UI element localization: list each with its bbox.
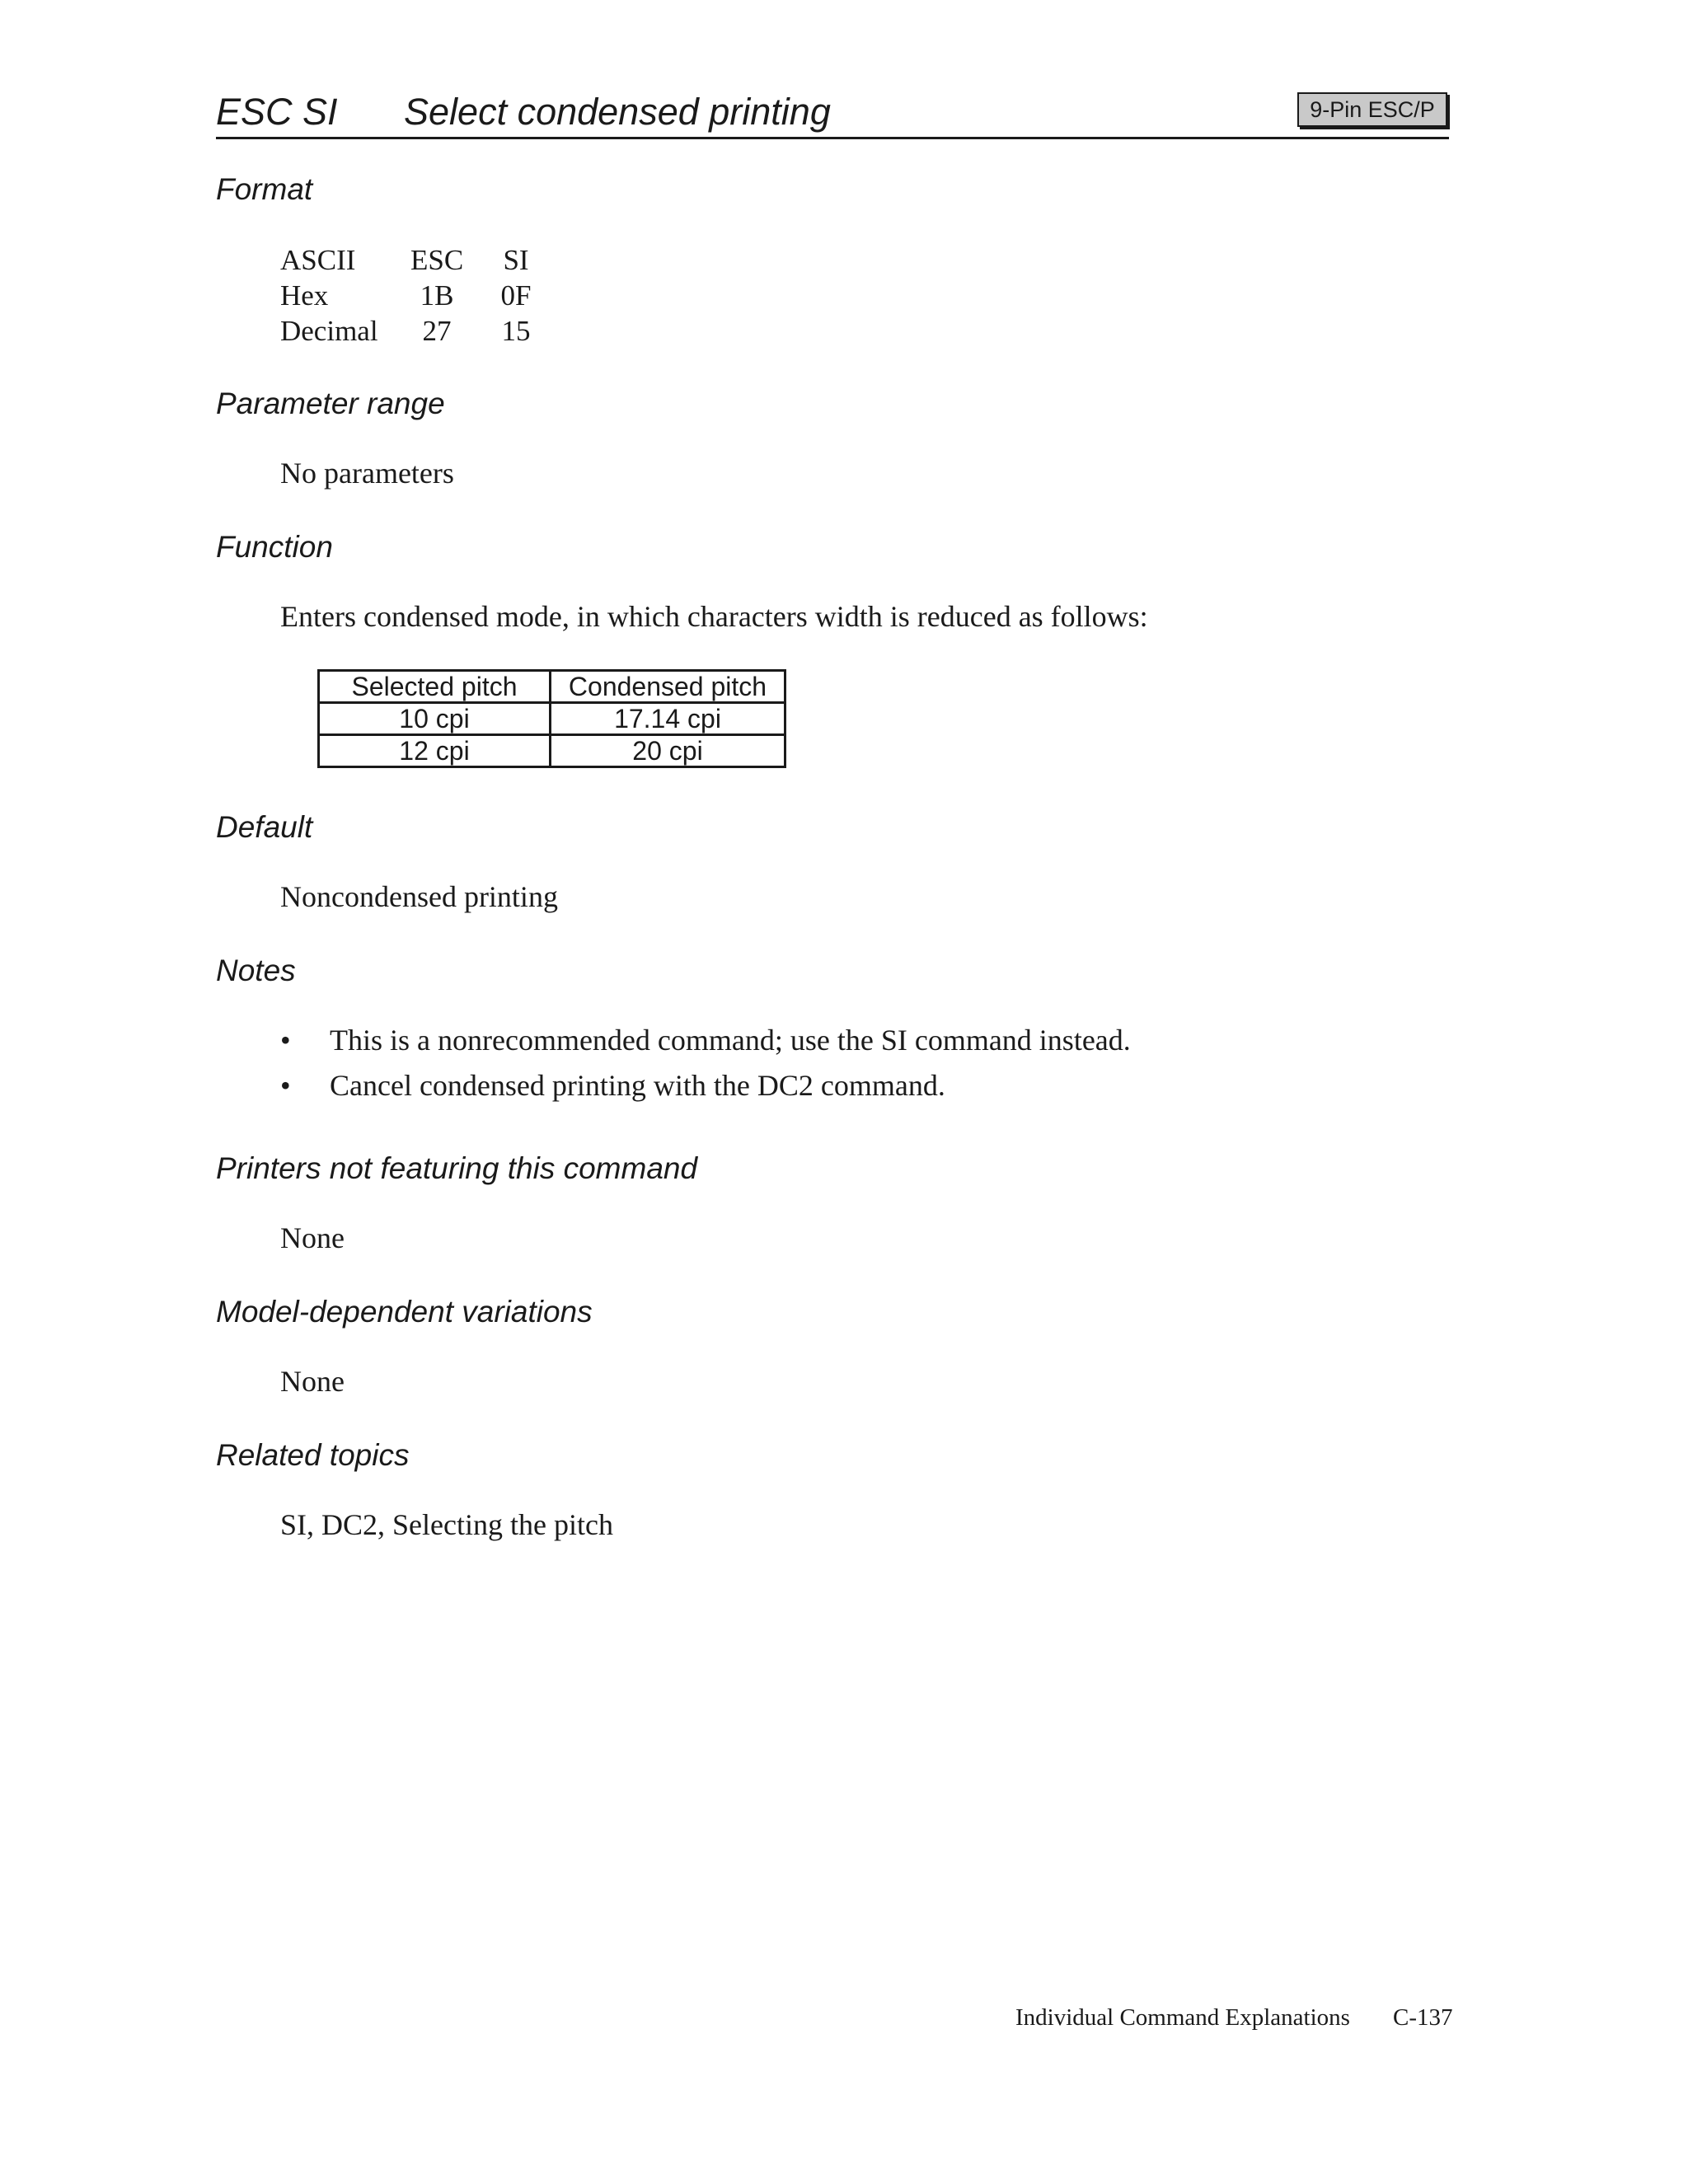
format-value: 0F (500, 279, 532, 312)
model-dependent-text: None (280, 1365, 345, 1398)
table-header-cell: Selected pitch (319, 671, 551, 703)
model-dependent-heading: Model-dependent variations (216, 1295, 593, 1329)
format-heading: Format (216, 172, 313, 206)
footer-section-title: Individual Command Explanations (1015, 2004, 1350, 2031)
function-text: Enters condensed mode, in which characters width is reduced as follows: (280, 600, 1148, 633)
format-label: ASCII (280, 244, 356, 276)
table-row (319, 735, 785, 767)
page-number: C-137 (1393, 2004, 1453, 2031)
table-cell: 12 cpi (319, 735, 551, 767)
parameter-range-text: No parameters (280, 457, 454, 490)
format-value: 15 (501, 315, 531, 347)
format-label: Decimal (280, 315, 378, 347)
table-header-cell: Condensed pitch (551, 671, 785, 703)
note-text: Cancel condensed printing with the DC2 command. (330, 1069, 945, 1102)
table-cell: 10 cpi (319, 703, 551, 735)
default-heading: Default (216, 810, 313, 844)
format-value: SI (503, 244, 529, 276)
page-header (216, 86, 1449, 139)
table-cell: 17.14 cpi (551, 703, 785, 735)
page-title: Select condensed printing (404, 91, 831, 133)
table-cell: 20 cpi (551, 735, 785, 767)
format-value: 27 (422, 315, 452, 347)
printer-type-badge: 9-Pin ESC/P (1297, 92, 1447, 127)
table-row (319, 703, 785, 735)
related-topics-text: SI, DC2, Selecting the pitch (280, 1508, 613, 1541)
format-row-ascii (280, 244, 610, 277)
format-label: Hex (280, 279, 329, 312)
printers-not-featuring-text: None (280, 1221, 345, 1254)
format-row-decimal (280, 315, 610, 348)
note-text: This is a nonrecommended command; use the SI command instead. (330, 1024, 1131, 1057)
function-heading: Function (216, 530, 333, 564)
format-value: ESC (410, 244, 464, 276)
bullet-icon: • (280, 1024, 291, 1057)
related-topics-heading: Related topics (216, 1438, 410, 1472)
command-name: ESC SI (216, 91, 338, 133)
printers-not-featuring-heading: Printers not featuring this command (216, 1151, 698, 1185)
bullet-icon: • (280, 1069, 291, 1102)
parameter-range-heading: Parameter range (216, 387, 445, 420)
pitch-table (317, 669, 786, 768)
default-text: Noncondensed printing (280, 880, 558, 913)
format-row-hex (280, 279, 610, 312)
table-header-row (319, 671, 785, 703)
format-value: 1B (420, 279, 454, 312)
notes-heading: Notes (216, 954, 296, 987)
